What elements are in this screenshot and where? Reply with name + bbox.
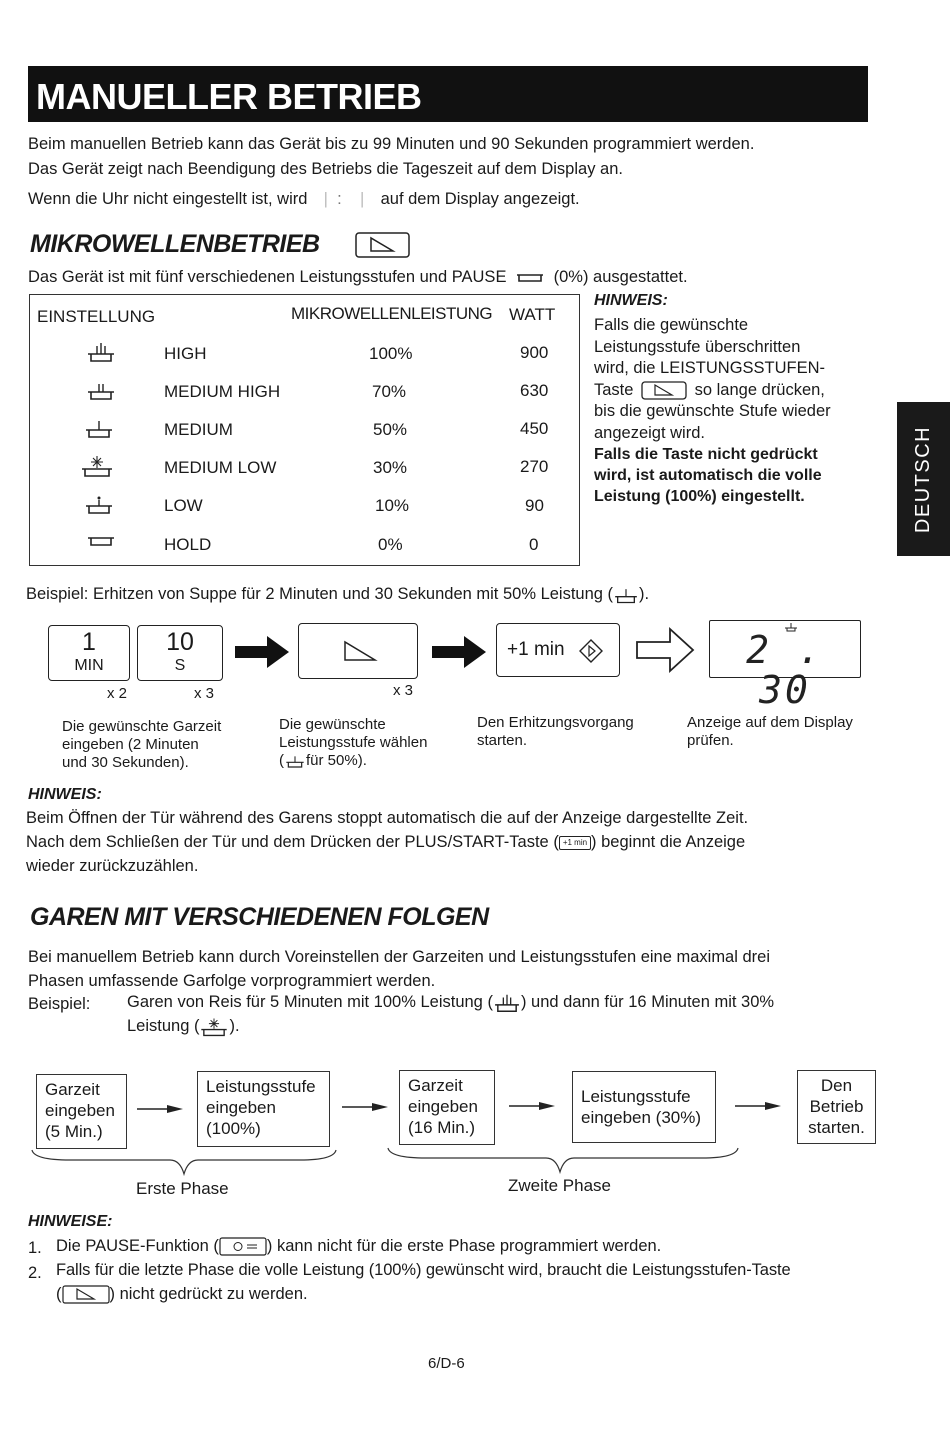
arrow-right-icon-2: [430, 633, 488, 676]
display-time: 2 . 30: [746, 628, 824, 712]
row-percent-hold: 0%: [378, 535, 403, 554]
blank-display-symbol: | : |: [323, 190, 365, 208]
power-level-icon: [299, 624, 419, 680]
hinweis-title-2: HINWEIS:: [28, 786, 102, 803]
sequence-box-time-1: Garzeit eingeben (5 Min.): [36, 1074, 127, 1149]
row-percent-low: 10%: [375, 496, 410, 515]
table-header-leistung: MIKROWELLENLEISTUNG: [291, 304, 493, 323]
power-low-icon: [84, 492, 114, 521]
row-watt-medium-high: 630: [520, 381, 549, 400]
hinweis2-line-2: Nach dem Schließen der Tür und dem Drücken der PLUS/START-Taste ( +1 min ) beginnt die Anzeige: [26, 833, 746, 851]
press-count-second: x 3: [194, 685, 215, 702]
hinweis2-line-1: Beim Öffnen der Tür während des Garens stoppt automatisch die auf der Anzeige dargestellte Zeit.: [26, 809, 749, 827]
sequence-box-power-2: Leistungsstufe eingeben (30%): [572, 1071, 716, 1143]
page-number: 6/D-6: [428, 1355, 465, 1372]
minute-key-number: 1: [82, 628, 96, 656]
row-watt-high: 900: [520, 343, 549, 362]
hinweis-text-1: Falls die gewünschte Leistungsstufe überschritten wird, die LEISTUNGSSTUFEN- Taste so lange drücken, bis die gewünschte Stufe wieder angezeigt wird. Falls die Taste nicht gedrückt wird, ist automatisch die volle Leistung (100%) eingestellt.: [594, 316, 831, 505]
intro-line-1: Beim manuellen Betrieb kann das Gerät bis zu 99 Minuten und 90 Sekunden programmiert werden.: [28, 135, 755, 153]
sequence-box-power-1: Leistungsstufe eingeben (100%): [197, 1071, 330, 1147]
microwave-desc: [28, 265, 688, 289]
intro-line-3-before: Wenn die Uhr nicht eingestellt ist, wird: [28, 190, 308, 208]
row-label-medium-high: MEDIUM HIGH: [164, 382, 281, 401]
second-key-label: S: [174, 657, 186, 674]
power-medium-high-icon: [86, 378, 116, 407]
hinweise-number-2: 2.: [28, 1264, 42, 1282]
microwave-desc-before: Das Gerät ist mit fünf verschiedenen Leistungsstufen und PAUSE: [28, 268, 507, 286]
power-level-key[interactable]: [298, 623, 418, 679]
pause-icon: [515, 272, 545, 284]
row-percent-medium-low: 30%: [373, 458, 408, 477]
example-text: Beispiel: Erhitzen von Suppe für 2 Minuten und 30 Sekunden mit 50% Leistung ( ).: [26, 585, 650, 603]
sequence-arrow-4: [733, 1099, 783, 1118]
power-medium-icon: [84, 416, 114, 445]
step-desc-2: Die gewünschte Leistungsstufe wählen ( für 50%).: [279, 716, 428, 769]
row-label-low: LOW: [164, 496, 203, 515]
arrow-right-icon: [233, 633, 291, 676]
sequence-example-line-2: Leistung ( ).: [127, 1014, 240, 1038]
section-title-microwave: MIKROWELLENBETRIEB: [30, 230, 320, 258]
press-count-minute: x 2: [107, 685, 128, 702]
row-watt-medium-low: 270: [520, 457, 549, 476]
step-desc-4: Anzeige auf dem Display prüfen.: [687, 714, 853, 749]
power-high-icon: [86, 340, 116, 369]
sequence-arrow-1: [135, 1102, 185, 1121]
intro-line-3-after: auf dem Display angezeigt.: [380, 190, 580, 208]
minute-key-label: MIN: [74, 657, 104, 674]
hinweise-item-2: Falls für die letzte Phase die volle Leistung (100%) gewünscht wird, braucht die Leistungsstufen-Taste: [56, 1261, 791, 1279]
power-medium-icon: [613, 585, 639, 605]
sequence-example-line-1: Garen von Reis für 5 Minuten mit 100% Leistung ( ) und dann für 16 Minuten mit 30%: [127, 990, 774, 1014]
row-label-hold: HOLD: [164, 535, 212, 554]
table-header-watt: WATT: [509, 305, 556, 324]
sequence-para-2: Phasen umfassende Garfolge vorprogrammiert werden.: [28, 972, 436, 990]
power-hold-icon: [86, 534, 116, 555]
row-label-high: HIGH: [164, 344, 207, 363]
sequence-box-start: Den Betrieb starten.: [797, 1070, 876, 1144]
display-power-icon: [784, 620, 798, 638]
power-high-icon: [493, 992, 521, 1014]
sequence-example-label: Beispiel:: [28, 995, 91, 1013]
hollow-arrow-icon: [634, 625, 696, 680]
hinweis-title-1: HINWEIS:: [594, 292, 668, 309]
sequence-arrow-2: [340, 1100, 390, 1119]
step-desc-1: Die gewünschte Garzeit eingeben (2 Minuten und 30 Sekunden).: [62, 718, 222, 771]
page-title: MANUELLER BETRIEB: [36, 76, 422, 117]
section-title-sequence: GAREN MIT VERSCHIEDENEN FOLGEN: [30, 903, 489, 931]
sequence-arrow-3: [507, 1099, 557, 1118]
step-desc-3: Den Erhitzungsvorgang starten.: [477, 714, 634, 749]
microwave-desc-after: (0%) ausgestattet.: [553, 268, 688, 286]
power-level-key-icon: [62, 1285, 110, 1304]
pause-key-icon: [219, 1237, 267, 1256]
hinweis2-line-3: wieder zurückzuzählen.: [26, 857, 199, 875]
phase-1-label: Erste Phase: [136, 1179, 229, 1198]
plus-start-key-icon: +1 min: [559, 836, 591, 850]
hinweise-item-2-cont: ( ) nicht gedrückt zu werden.: [56, 1285, 308, 1303]
row-watt-hold: 0: [529, 535, 539, 554]
power-level-key-icon: [355, 232, 410, 258]
press-count-power: x 3: [393, 682, 414, 699]
sequence-para-1: Bei manuellem Betrieb kann durch Voreinstellen der Garzeiten und Leistungsstufen eine maximal drei: [28, 948, 771, 966]
sequence-box-time-2: Garzeit eingeben (16 Min.): [399, 1070, 495, 1145]
row-percent-medium-high: 70%: [372, 382, 407, 401]
language-tab-label: DEUTSCH: [912, 425, 935, 533]
row-percent-medium: 50%: [373, 420, 408, 439]
power-medium-low-icon: [80, 453, 114, 484]
power-medium-low-icon: [199, 1016, 229, 1038]
hinweise-title: HINWEISE:: [28, 1213, 113, 1230]
row-percent-high: 100%: [369, 344, 413, 363]
second-key-number: 10: [166, 628, 194, 656]
hinweise-number-1: 1.: [28, 1239, 42, 1257]
start-diamond-icon: [578, 638, 604, 669]
hinweise-item-1: Die PAUSE-Funktion ( ) kann nicht für die erste Phase programmiert werden.: [56, 1237, 662, 1255]
row-label-medium-low: MEDIUM LOW: [164, 458, 277, 477]
intro-line-2: Das Gerät zeigt nach Beendigung des Betriebs die Tageszeit auf dem Display an.: [28, 160, 623, 178]
plus-start-label: +1 min: [507, 639, 565, 660]
intro-line-3: [28, 187, 580, 211]
row-label-medium: MEDIUM: [164, 420, 233, 439]
table-header-einstellung: EINSTELLUNG: [37, 307, 156, 326]
power-medium-icon: [284, 753, 306, 769]
power-level-key-icon: [641, 381, 687, 400]
phase-2-label: Zweite Phase: [508, 1176, 611, 1195]
row-watt-low: 90: [525, 496, 544, 515]
row-watt-medium: 450: [520, 419, 549, 438]
